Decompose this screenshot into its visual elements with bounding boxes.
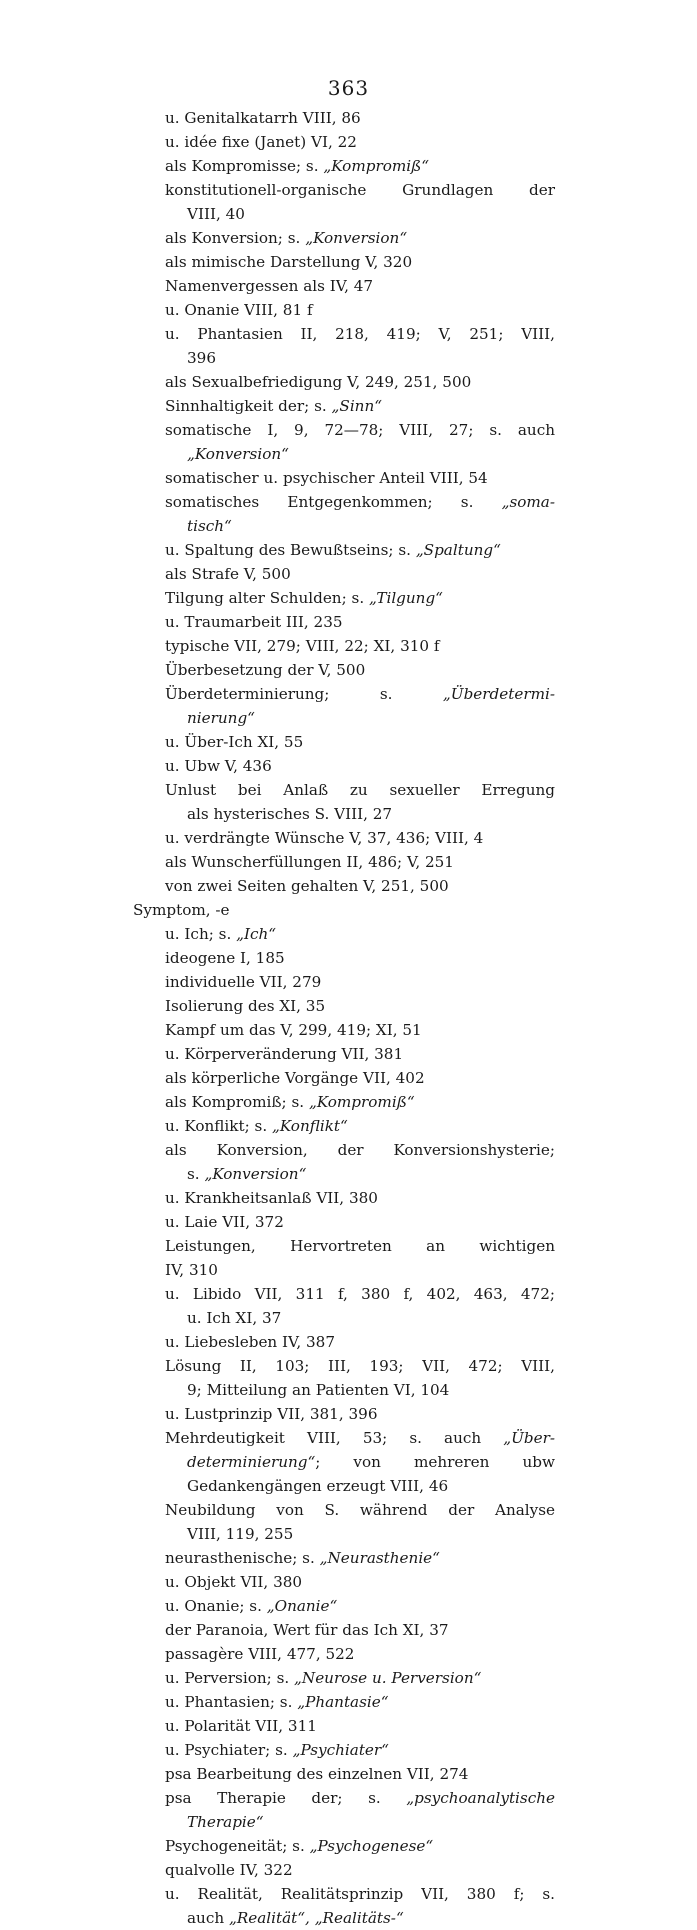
index-entry (165, 1642, 354, 1666)
index-entry (187, 346, 216, 370)
entry-text: auch (187, 1909, 229, 1927)
index-entry (165, 1762, 468, 1786)
entry-text: psa Bearbeitung des einzelnen VII, 274 (165, 1765, 469, 1783)
entry-text: VIII, 119, 255 (187, 1525, 294, 1543)
index-entry (165, 1498, 555, 1522)
index-entry (165, 226, 407, 250)
entry-text: u. verdrängte Wünsche V, 37, 436; VIII, 4 (165, 829, 484, 847)
index-entry (165, 1354, 555, 1378)
cross-reference: Therapie“ (187, 1813, 264, 1831)
cross-reference: „Kompromiß“ (308, 1093, 415, 1111)
entry-text: u. Objekt VII, 380 (165, 1573, 303, 1591)
entry-text: u. Körperveränderung VII, 381 (165, 1045, 404, 1063)
index-entry (165, 250, 412, 274)
index-entry (187, 1810, 264, 1834)
entry-text: Unlust bei Anlaß zu sexueller Erregung (165, 781, 555, 799)
entry-text: Psychogeneität; s. (165, 1837, 310, 1855)
index-entry (165, 1786, 555, 1810)
index-entry (165, 1234, 555, 1258)
entry-text: 9; Mitteilung an Patienten VI, 104 (187, 1381, 450, 1399)
entry-text: u. Traumarbeit III, 235 (165, 613, 343, 631)
entry-text: ideogene I, 185 (165, 949, 285, 967)
entry-text: als Strafe V, 500 (165, 565, 291, 583)
index-entry (165, 466, 488, 490)
index-entry (187, 202, 245, 226)
index-entry (187, 802, 392, 826)
entry-text: als Kompromisse; s. (165, 157, 324, 175)
entry-text: u. Onanie; s. (165, 1597, 267, 1615)
entry-text: als mimische Darstellung V, 320 (165, 253, 413, 271)
entry-text: somatischer u. psychischer Anteil VIII, 54 (165, 469, 488, 487)
entry-text: Isolierung des XI, 35 (165, 997, 326, 1015)
index-entry (165, 298, 313, 322)
index-entry (165, 418, 555, 442)
entry-text: Kampf um das V, 299, 419; XI, 51 (165, 1021, 422, 1039)
entry-text: u. Psychiater; s. (165, 1741, 293, 1759)
index-heading (133, 898, 230, 922)
cross-reference: „Neurasthenie“ (319, 1549, 440, 1567)
index-entry (165, 1210, 284, 1234)
entry-text: qualvolle IV, 322 (165, 1861, 293, 1879)
index-entry (187, 1306, 281, 1330)
cross-reference: „Onanie“ (266, 1597, 338, 1615)
entry-text: Mehrdeutigkeit VIII, 53; s. auch (165, 1429, 504, 1447)
entry-text: als Konversion; s. (165, 229, 306, 247)
entry-text: Gedankengängen erzeugt VIII, 46 (187, 1477, 449, 1495)
entry-text: Leistungen, Hervortreten an wichtigen (165, 1237, 555, 1255)
cross-reference: „Spaltung“ (415, 541, 501, 559)
index-entry (165, 1666, 481, 1690)
cross-reference: „Psychogenese“ (309, 1837, 434, 1855)
cross-reference: nierung“ (187, 709, 255, 727)
index-entry (165, 538, 501, 562)
cross-reference: „Sinn“ (331, 397, 383, 415)
cross-reference: „Konversion“ (187, 445, 289, 463)
index-entry (165, 946, 285, 970)
entry-text: 396 (187, 349, 216, 367)
entry-text: s. (187, 1165, 205, 1183)
index-entry (187, 514, 232, 538)
cross-reference: determinierung“ (187, 1453, 316, 1471)
index-entry (187, 442, 289, 466)
index-entry (165, 610, 343, 634)
entry-text: u. Laie VII, 372 (165, 1213, 284, 1231)
entry-text: als körperliche Vorgänge VII, 402 (165, 1069, 425, 1087)
entry-text: u. Phantasien II, 218, 419; V, 251; VIII, (165, 325, 555, 343)
entry-text: Überdeterminierung; s. (165, 685, 443, 703)
index-entry (165, 1114, 348, 1138)
index-entry (165, 1426, 555, 1450)
cross-reference: „Neurose u. Perversion“ (294, 1669, 482, 1687)
cross-reference: „Über- (503, 1429, 555, 1447)
entry-text: u. Onanie VIII, 81 f (165, 301, 313, 319)
cross-reference: „Konversion“ (305, 229, 408, 247)
index-entry (165, 850, 454, 874)
index-entry (165, 1546, 440, 1570)
index-entry (165, 1090, 415, 1114)
index-entry (187, 1162, 306, 1186)
index-entry (187, 1450, 555, 1474)
index-entry (165, 178, 555, 202)
index-entry (165, 1330, 335, 1354)
index-entry (187, 1378, 449, 1402)
entry-text: IV, 310 (165, 1261, 218, 1279)
index-entry (165, 1186, 378, 1210)
entry-text: u. Spaltung des Bewußtseins; s. (165, 541, 416, 559)
entry-text: u. Genitalkatarrh VIII, 86 (165, 109, 361, 127)
entry-text: typische VII, 279; VIII, 22; XI, 310 f (165, 637, 440, 655)
index-entry (187, 1522, 293, 1546)
index-entry (165, 1714, 317, 1738)
cross-reference: „psychoanalytische (406, 1789, 555, 1807)
entry-text: u. Polarität VII, 311 (165, 1717, 317, 1735)
entry-text: als Konversion, der Konversionshysterie; (165, 1141, 555, 1159)
index-entry (165, 994, 325, 1018)
index-entry (165, 778, 555, 802)
cross-reference: „Tilgung“ (369, 589, 443, 607)
cross-reference: „Psychiater“ (292, 1741, 389, 1759)
entry-text: als Sexualbefriedigung V, 249, 251, 500 (165, 373, 472, 391)
entry-text: u. Liebesleben IV, 387 (165, 1333, 335, 1351)
index-entry (165, 1618, 449, 1642)
entry-text: somatische I, 9, 72—78; VIII, 27; s. auch (165, 421, 555, 439)
index-entry (165, 922, 276, 946)
index-entry (165, 562, 291, 586)
index-entry (187, 1474, 448, 1498)
index-entry (165, 826, 483, 850)
cross-reference: „soma- (501, 493, 555, 511)
cross-reference: tisch“ (187, 517, 232, 535)
index-entry (165, 1594, 337, 1618)
index-entry (165, 730, 303, 754)
index-entry (165, 154, 429, 178)
index-entry (165, 370, 471, 394)
entry-text: u. Realität, Realitätsprinzip VII, 380 f; s. (165, 1885, 555, 1903)
index-entry (165, 1690, 389, 1714)
cross-reference: „Ich“ (236, 925, 277, 943)
entry-text: u. Krankheitsanlaß VII, 380 (165, 1189, 378, 1207)
entry-text: u. Über-Ich XI, 55 (165, 733, 304, 751)
entry-text: neurasthenische; s. (165, 1549, 320, 1567)
entry-text: ; von mehreren ubw (315, 1453, 555, 1471)
index-entry (165, 1042, 403, 1066)
index-entry (187, 706, 255, 730)
entry-text: Symptom, -e (133, 901, 230, 919)
index-entry (165, 1258, 218, 1282)
entry-text: u. Ich XI, 37 (187, 1309, 282, 1327)
index-entry (165, 970, 321, 994)
index-entry (165, 322, 555, 346)
entry-text: u. Ubw V, 436 (165, 757, 272, 775)
index-entry (165, 634, 440, 658)
cross-reference: „Überdetermi- (442, 685, 555, 703)
entry-text: als hysterisches S. VIII, 27 (187, 805, 393, 823)
index-entry (165, 106, 361, 130)
cross-reference: „Phantasie“ (297, 1693, 389, 1711)
cross-reference: „Realität“, „Realitäts-“ (228, 1909, 404, 1927)
index-entry (165, 1138, 555, 1162)
index-entry (165, 130, 357, 154)
index-entry (165, 1282, 555, 1306)
page-number: 363 (327, 76, 370, 100)
entry-text: passagère VIII, 477, 522 (165, 1645, 355, 1663)
entry-text: somatisches Entgegenkommen; s. (165, 493, 502, 511)
entry-text: als Kompromiß; s. (165, 1093, 309, 1111)
cross-reference: „Konflikt“ (272, 1117, 348, 1135)
entry-text: der Paranoia, Wert für das Ich XI, 37 (165, 1621, 449, 1639)
entry-text: von zwei Seiten gehalten V, 251, 500 (165, 877, 449, 895)
index-entry (165, 274, 373, 298)
entry-text: u. Libido VII, 311 f, 380 f, 402, 463, 472; (165, 1285, 555, 1303)
entry-text: individuelle VII, 279 (165, 973, 322, 991)
index-entry (165, 754, 272, 778)
index-entry (165, 586, 443, 610)
entry-text: Tilgung alter Schulden; s. (165, 589, 369, 607)
entry-text: u. Konflikt; s. (165, 1117, 272, 1135)
index-entry (165, 1570, 302, 1594)
entry-text: konstitutionell-organische Grundlagen der (165, 181, 555, 199)
entry-text: Sinnhaltigkeit der; s. (165, 397, 332, 415)
entry-text: als Wunscherfüllungen II, 486; V, 251 (165, 853, 454, 871)
index-entry (165, 1066, 425, 1090)
entry-text: u. Perversion; s. (165, 1669, 295, 1687)
index-entry (187, 1906, 404, 1930)
entry-text: Namenvergessen als IV, 47 (165, 277, 374, 295)
cross-reference: „Konversion“ (204, 1165, 307, 1183)
entry-text: Überbesetzung der V, 500 (165, 661, 366, 679)
index-entry (165, 874, 449, 898)
index-entry (165, 1882, 555, 1906)
entry-text: Neubildung von S. während der Analyse (165, 1501, 555, 1519)
index-entry (165, 1858, 293, 1882)
entry-text: VIII, 40 (187, 205, 245, 223)
index-entry (165, 658, 365, 682)
entry-text: u. Lustprinzip VII, 381, 396 (165, 1405, 378, 1423)
index-entry (165, 1402, 377, 1426)
entry-text: psa Therapie der; s. (165, 1789, 407, 1807)
entry-text: u. idée fixe (Janet) VI, 22 (165, 133, 357, 151)
index-entry (165, 394, 382, 418)
index-entry (165, 1834, 433, 1858)
index-entry (165, 1018, 422, 1042)
index-entry (165, 490, 555, 514)
cross-reference: „Kompromiß“ (323, 157, 430, 175)
index-entry (165, 1738, 389, 1762)
index-entry (165, 682, 555, 706)
entry-text: u. Ich; s. (165, 925, 237, 943)
entry-text: u. Phantasien; s. (165, 1693, 298, 1711)
entry-text: Lösung II, 103; III, 193; VII, 472; VIII, (165, 1357, 555, 1375)
